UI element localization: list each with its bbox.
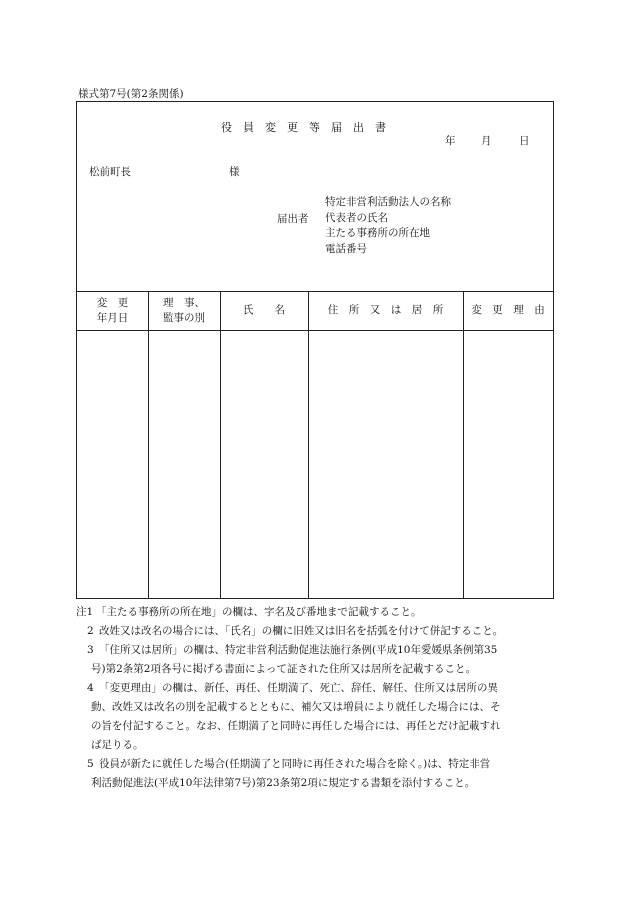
note-text: 「変更理由」の欄は、新任、再任、任期満了、死亡、辞任、解任、住所又は居所の異 xyxy=(99,682,498,694)
header-change-date: 変 更 年月日 xyxy=(96,296,129,324)
note-text: 「主たる事務所の所在地」の欄は、字名及び番地まで記載すること。 xyxy=(96,606,422,618)
officer-change-table xyxy=(77,291,553,598)
note-number: 5 xyxy=(87,758,94,770)
field-phone-number: 電話番号 xyxy=(325,242,367,255)
header-section xyxy=(77,102,553,292)
header-address: 住 所 又 は 居 所 xyxy=(327,304,444,316)
note-text: の旨を付記すること。なお、任期満了と同時に再任した場合には、再任とだけ記載すれ xyxy=(91,720,501,732)
form-number-label: 様式第7号(第2条関係) xyxy=(78,88,184,100)
document-title: 役 員 変 更 等 届 出 書 xyxy=(221,121,386,134)
date-month-label: 月 xyxy=(481,135,492,147)
note-item xyxy=(76,603,566,622)
addressee: 松前町長 xyxy=(89,166,131,178)
note-number: 注1 xyxy=(76,606,94,618)
submitter-fields xyxy=(325,195,451,257)
column-divider xyxy=(308,291,309,598)
date-day-label: 日 xyxy=(519,135,530,147)
note-text: 利活動促進法(平成10年法律第7号)第23条第2項に規定する書類を添付すること。 xyxy=(91,777,476,789)
note-item xyxy=(76,622,566,641)
form-frame xyxy=(76,101,554,599)
header-director-auditor: 理 事、 監事の別 xyxy=(163,296,205,324)
header-name: 氏 名 xyxy=(243,304,285,316)
header-change-reason: 変 更 理 由 xyxy=(471,304,545,316)
note-item xyxy=(76,755,566,793)
note-item xyxy=(76,641,566,679)
note-number: 4 xyxy=(87,682,94,694)
column-divider xyxy=(220,291,221,598)
submitter-label: 届出者 xyxy=(277,213,309,225)
field-office-address: 主たる事務所の所在地 xyxy=(325,227,430,239)
note-number: 3 xyxy=(87,644,94,656)
note-text: 改姓又は改名の場合には、「氏名」の欄に旧姓又は旧名を括弧を付けて併記すること。 xyxy=(99,625,504,637)
note-text: 動、改姓又は改名の別を記載するとともに、補欠又は増員により就任した場合には、そ xyxy=(91,701,501,713)
note-number: 2 xyxy=(87,625,94,637)
field-representative-name: 代表者の氏名 xyxy=(325,211,388,224)
column-divider xyxy=(463,291,464,598)
date-line xyxy=(445,133,530,148)
note-text: ば足りる。 xyxy=(91,739,144,751)
note-text: 号)第2条第2項各号に掲げる書面によって証された住所又は居所を記載すること。 xyxy=(91,663,476,675)
field-org-name: 特定非営利活動法人の名称 xyxy=(325,196,451,208)
note-text: 「住所又は居所」の欄は、特定非営利活動促進法施行条例(平成10年愛媛県条例第35 xyxy=(99,644,498,656)
column-divider xyxy=(148,291,149,598)
honorific: 様 xyxy=(229,166,240,178)
date-year-label: 年 xyxy=(445,135,456,147)
note-text: 役員が新たに就任した場合(任期満了と同時に再任された場合を除く。)は、特定非営 xyxy=(99,758,491,770)
notes-section xyxy=(76,603,566,793)
note-item xyxy=(76,679,566,755)
